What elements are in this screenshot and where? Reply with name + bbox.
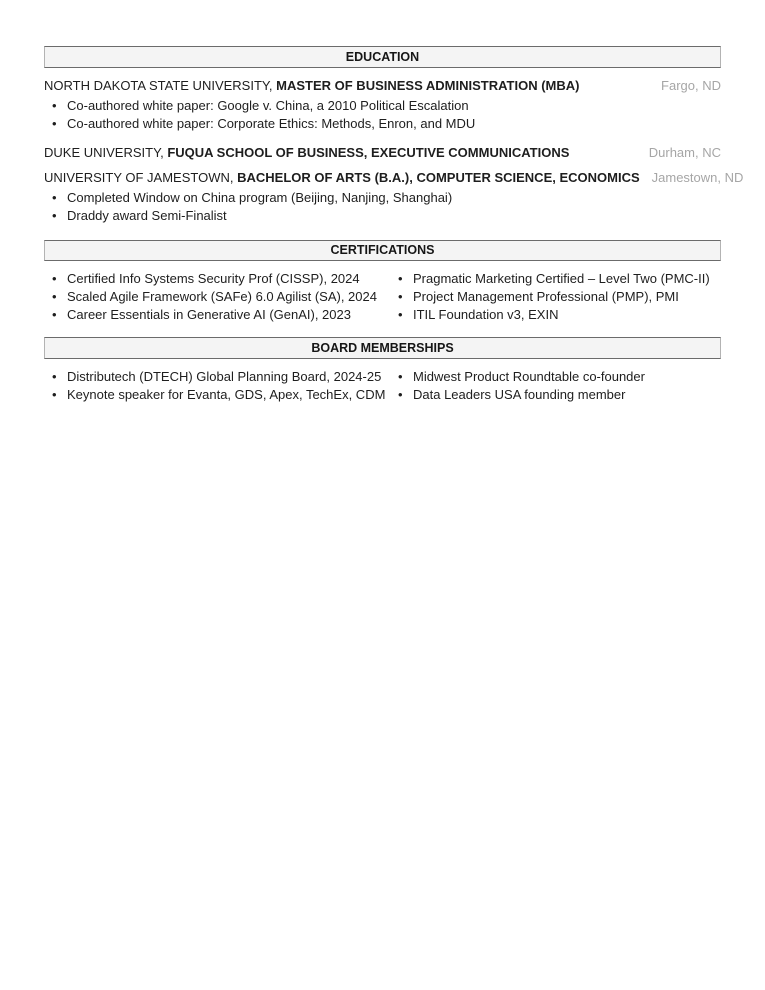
- board-memberships-columns: [44, 368, 721, 404]
- education-location: Fargo, ND: [661, 77, 721, 93]
- bullet-item: • Certified Info Systems Security Prof (CISSP), 2024: [44, 270, 390, 288]
- education-entry: [44, 145, 721, 160]
- education-bullet-list: [44, 189, 721, 225]
- resume-content: [0, 0, 765, 404]
- bullet-item: • Distributech (DTECH) Global Planning Board, 2024-25: [44, 368, 390, 386]
- bullet-item: • Pragmatic Marketing Certified – Level Two (PMC-II): [390, 270, 721, 288]
- education-location: Jamestown, ND: [651, 169, 744, 185]
- education-entry-title: [44, 145, 569, 160]
- education-bullet-list: [44, 97, 721, 133]
- bullet-item: • Project Management Professional (PMP), PMI: [390, 288, 721, 306]
- board-memberships-left-column: [44, 368, 390, 404]
- section-header-certifications: [44, 240, 721, 262]
- certifications-columns: [44, 270, 721, 324]
- bullet-item: • Scaled Agile Framework (SAFe) 6.0 Agilist (SA), 2024: [44, 288, 390, 306]
- bullet-item: • Career Essentials in Generative AI (GenAI), 2023: [44, 306, 390, 324]
- institution-name: NORTH DAKOTA STATE UNIVERSITY,: [44, 77, 273, 93]
- degree-name: BACHELOR OF ARTS (B.A.), COMPUTER SCIENCE, ECONOMICS: [237, 169, 640, 185]
- institution-name: DUKE UNIVERSITY,: [44, 144, 164, 160]
- section-title-education: EDUCATION: [345, 49, 420, 64]
- education-entry-title: [44, 170, 640, 185]
- bullet-item: • Co-authored white paper: Google v. China, a 2010 Political Escalation: [44, 97, 721, 115]
- bullet-item: • ITIL Foundation v3, EXIN: [390, 306, 721, 324]
- education-location: Durham, NC: [648, 144, 721, 160]
- bullet-item: • Completed Window on China program (Beijing, Nanjing, Shanghai): [44, 189, 721, 207]
- bullet-item: • Midwest Product Roundtable co-founder: [390, 368, 721, 386]
- degree-name: MASTER OF BUSINESS ADMINISTRATION (MBA): [276, 77, 580, 93]
- bullet-item: • Keynote speaker for Evanta, GDS, Apex, TechEx, CDM: [44, 386, 390, 404]
- certifications-right-column: [390, 270, 721, 324]
- degree-name: FUQUA SCHOOL OF BUSINESS, EXECUTIVE COMMUNICATIONS: [167, 144, 570, 160]
- section-title-board-memberships: BOARD MEMBERSHIPS: [311, 340, 454, 355]
- bullet-item: • Data Leaders USA founding member: [390, 386, 721, 404]
- section-header-education: [44, 46, 721, 68]
- education-entry-title: [44, 78, 579, 93]
- institution-name: UNIVERSITY OF JAMESTOWN,: [44, 169, 234, 185]
- bullet-item: • Co-authored white paper: Corporate Ethics: Methods, Enron, and MDU: [44, 115, 721, 133]
- section-header-board-memberships: [44, 337, 721, 359]
- education-entry: [44, 169, 744, 185]
- certifications-left-column: [44, 270, 390, 324]
- section-title-certifications: CERTIFICATIONS: [330, 243, 435, 257]
- bullet-item: • Draddy award Semi-Finalist: [44, 207, 721, 225]
- board-memberships-right-column: [390, 368, 721, 404]
- education-entry: [44, 78, 721, 93]
